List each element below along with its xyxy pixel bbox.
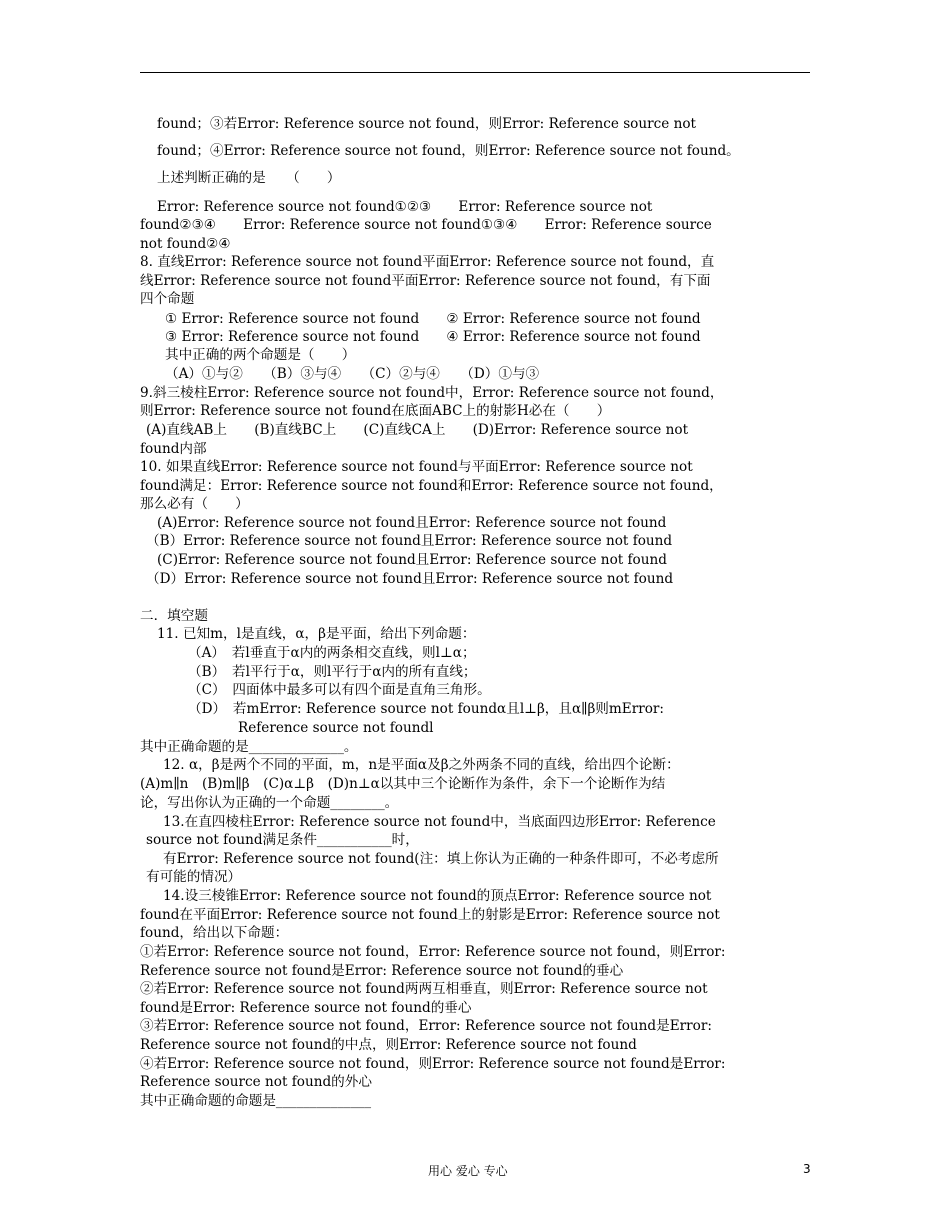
text-line: 论，写出你认为正确的一个命题________。 xyxy=(140,795,399,811)
text-line: 13.在直四棱柱Error: Reference source not found中，当底面四边形Error: Reference xyxy=(163,814,716,830)
text-line: 有Error: Reference source not found(注：填上你认为正确的一种条件即可，不必考虑所 xyxy=(163,851,719,867)
text-line: 其中正确命题的是______________。 xyxy=(140,739,358,755)
text-line: (A)m∥n (B)m∥β (C)α⊥β (D)n⊥α以其中三个论断作为条件，余下一个论断作为结 xyxy=(140,776,666,792)
text-line: (C)Error: Reference source not found且Error: Reference source not found xyxy=(157,552,667,568)
text-line: 12. α，β是两个不同的平面，m，n是平面α及β之外两条不同的直线，给出四个论断： xyxy=(163,757,680,773)
text-line: ③ Error: Reference source not found ④ Error: Reference source not found xyxy=(165,329,701,345)
page-number: 3 xyxy=(803,1162,811,1176)
text-line: （A）①与② （B）③与④ （C）②与④ （D）①与③ xyxy=(165,366,540,382)
text-line: found；④Error: Reference source not found，则Error: Reference source not found。 xyxy=(157,143,740,159)
text-line: 8. 直线Error: Reference source not found平面Error: Reference source not found，直 xyxy=(140,254,715,270)
text-line: found，给出以下命题： xyxy=(140,925,289,941)
text-line: （D）Error: Reference source not found且Error: Reference source not found xyxy=(146,571,674,587)
text-line: 11. 已知m，l是直线，α，β是平面，给出下列命题： xyxy=(157,626,476,642)
text-line: ① Error: Reference source not found ② Error: Reference source not found xyxy=(165,311,701,327)
text-line: Reference source not found是Error: Reference source not found的垂心 xyxy=(140,963,624,979)
text-line: found内部 xyxy=(140,441,207,457)
text-line: 四个命题 xyxy=(140,291,195,307)
text-line: （A） 若l垂直于α内的两条相交直线，则l⊥α； xyxy=(188,645,476,661)
text-line: 9.斜三棱柱Error: Reference source not found中，Error: Reference source not found， xyxy=(140,385,724,401)
text-line: 14.设三棱锥Error: Reference source not found的顶点Error: Reference source not xyxy=(163,888,712,904)
text-line: 有可能的情况） xyxy=(146,869,242,885)
text-line: （C） 四面体中最多可以有四个面是直角三角形。 xyxy=(188,682,491,698)
text-line: （D） 若mError: Reference source not foundα且l⊥β，且α∥β则mError: xyxy=(188,701,664,717)
text-line: found满足：Error: Reference source not found和Error: Reference source not found， xyxy=(140,478,723,494)
text-line: （B） 若l平行于α，则l平行于α内的所有直线； xyxy=(188,664,477,680)
text-line: 10. 如果直线Error: Reference source not found与平面Error: Reference source not xyxy=(140,459,693,475)
text-line: 上述判断正确的是 （ ） xyxy=(157,170,341,186)
text-line: found是Error: Reference source not found的垂心 xyxy=(140,1000,472,1016)
text-line: ③若Error: Reference source not found，Error: Reference source not found是Error: xyxy=(140,1018,712,1034)
text-line: （B）Error: Reference source not found且Error: Reference source not found xyxy=(146,533,673,549)
text-line: Reference source not found的中点，则Error: Reference source not found xyxy=(140,1037,637,1053)
text-line: (A)Error: Reference source not found且Error: Reference source not found xyxy=(157,515,667,531)
text-line: ②若Error: Reference source not found两两互相垂直，则Error: Reference source not xyxy=(140,981,708,997)
text-line: (A)直线AB上 (B)直线BC上 (C)直线CA上 (D)Error: Reference source not xyxy=(146,422,689,438)
text-line: 则Error: Reference source not found在底面ABC上的射影H必在（ ） xyxy=(140,403,611,419)
text-line: Reference source not foundl xyxy=(238,720,434,736)
text-line: ④若Error: Reference source not found，则Error: Reference source not found是Error: xyxy=(140,1056,726,1072)
section-heading: 二．填空题 xyxy=(140,608,208,624)
text-line: not found②④ xyxy=(140,236,231,252)
text-line: Error: Reference source not found①②③ Error: Reference source not xyxy=(157,199,653,215)
text-line: found在平面Error: Reference source not found上的射影是Error: Reference source not xyxy=(140,907,720,923)
text-line: ①若Error: Reference source not found，Error: Reference source not found，则Error: xyxy=(140,944,726,960)
text-line: 其中正确的两个命题是（ ） xyxy=(165,347,356,363)
text-line: found②③④ Error: Reference source not found①③④ Error: Reference source xyxy=(140,217,712,233)
header-rule xyxy=(140,72,810,73)
text-line: Reference source not found的外心 xyxy=(140,1074,372,1090)
footer-slogan: 用心 爱心 专心 xyxy=(428,1164,508,1178)
text-line: found；③若Error: Reference source not found，则Error: Reference source not xyxy=(157,116,697,132)
text-line: 线Error: Reference source not found平面Error: Reference source not found，有下面 xyxy=(140,273,711,289)
text-line: 那么必有（ ） xyxy=(140,496,249,512)
text-line: 其中正确命题的命题是______________ xyxy=(140,1093,372,1109)
text-line: source not found满足条件___________时， xyxy=(146,832,419,848)
